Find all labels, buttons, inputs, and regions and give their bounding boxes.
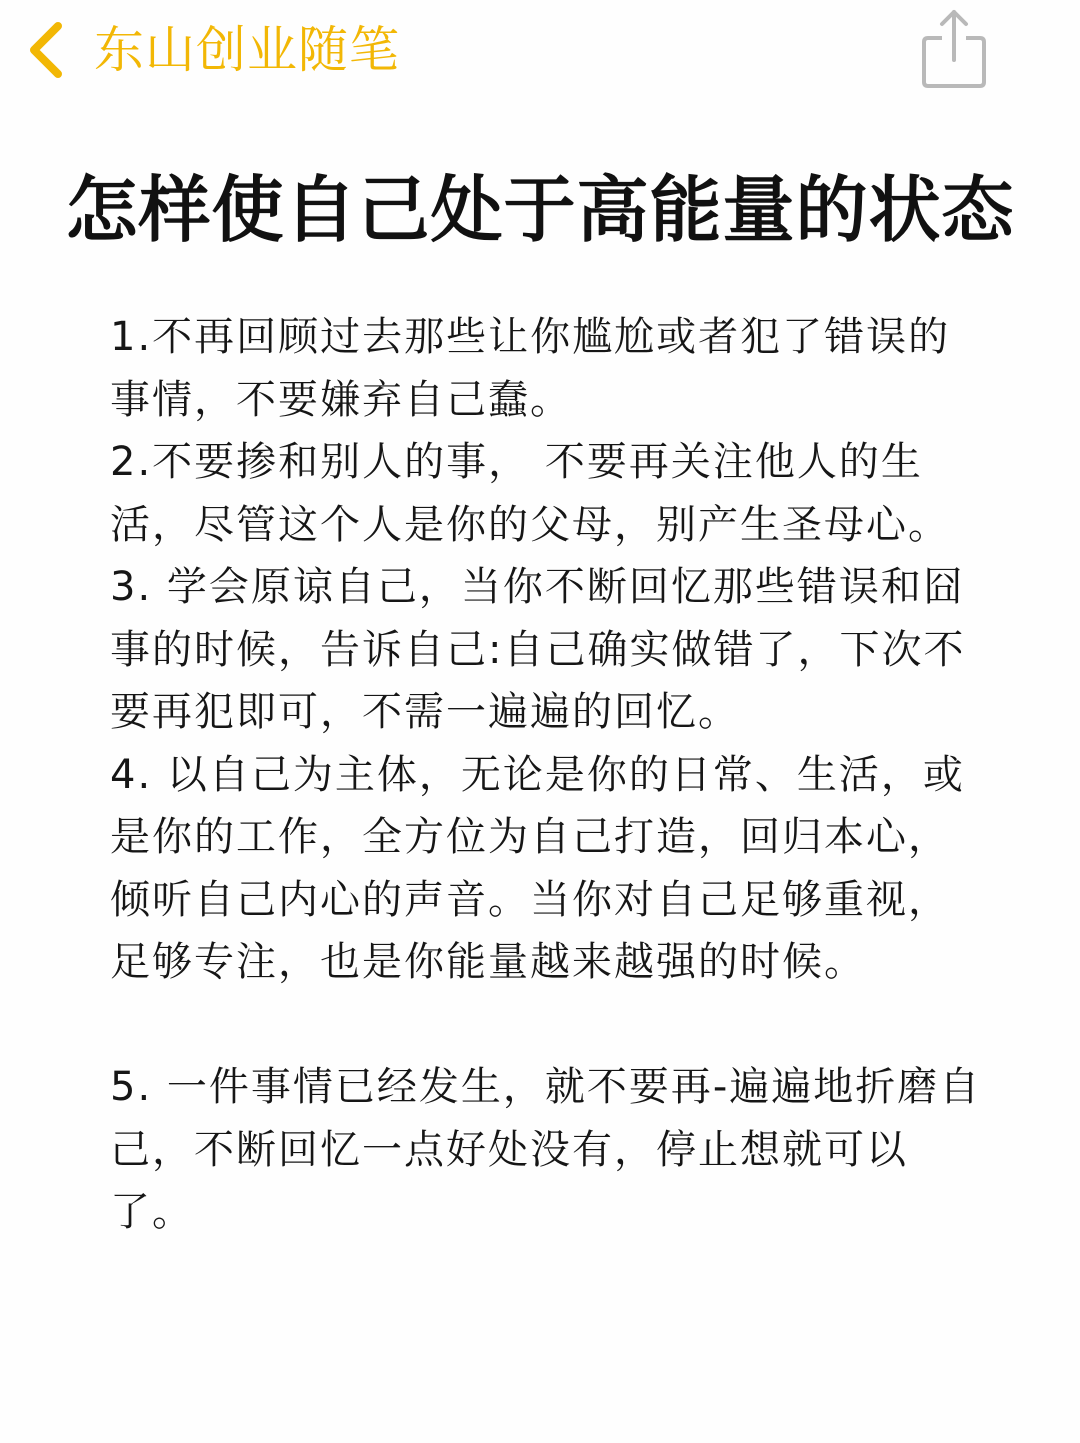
list-item-4: 4. 以自己为主体，无论是你的日常、生活，或是你的工作，全方位为自己打造，回归本心，倾听自己内心的声音。当你对自己足够重视，足够专注，也是你能量越来越强的时候。 (110, 751, 965, 985)
back-button[interactable] (24, 10, 400, 90)
chevron-left-icon (24, 18, 68, 82)
article-title: 怎样使自己处于高能量的状态 (65, 168, 1015, 252)
list-item-3: 3. 学会原谅自己，当你不断回忆那些错误和囧事的时候，告诉自己:自己确实做错了，下次不要再犯即可，不需一遍遍的回忆。 (110, 564, 966, 735)
list-item-5: 5. 一件事情已经发生，就不要再-遍遍地折磨自己，不断回忆一点好处没有，停止想就可以了。 (110, 1064, 982, 1235)
navigation-bar (0, 0, 1080, 110)
list-item-2: 2.不要掺和别人的事， 不要再关注他人的生活，尽管这个人是你的父母，别产生圣母心。 (110, 439, 950, 548)
nav-title: 东山创业随笔 (94, 21, 400, 79)
share-button[interactable] (918, 6, 990, 90)
list-item-1: 1.不再回顾过去那些让你尴尬或者犯了错误的事情，不要嫌弃自己蠢。 (110, 314, 951, 423)
article-body (110, 306, 990, 1244)
share-icon (918, 6, 990, 90)
